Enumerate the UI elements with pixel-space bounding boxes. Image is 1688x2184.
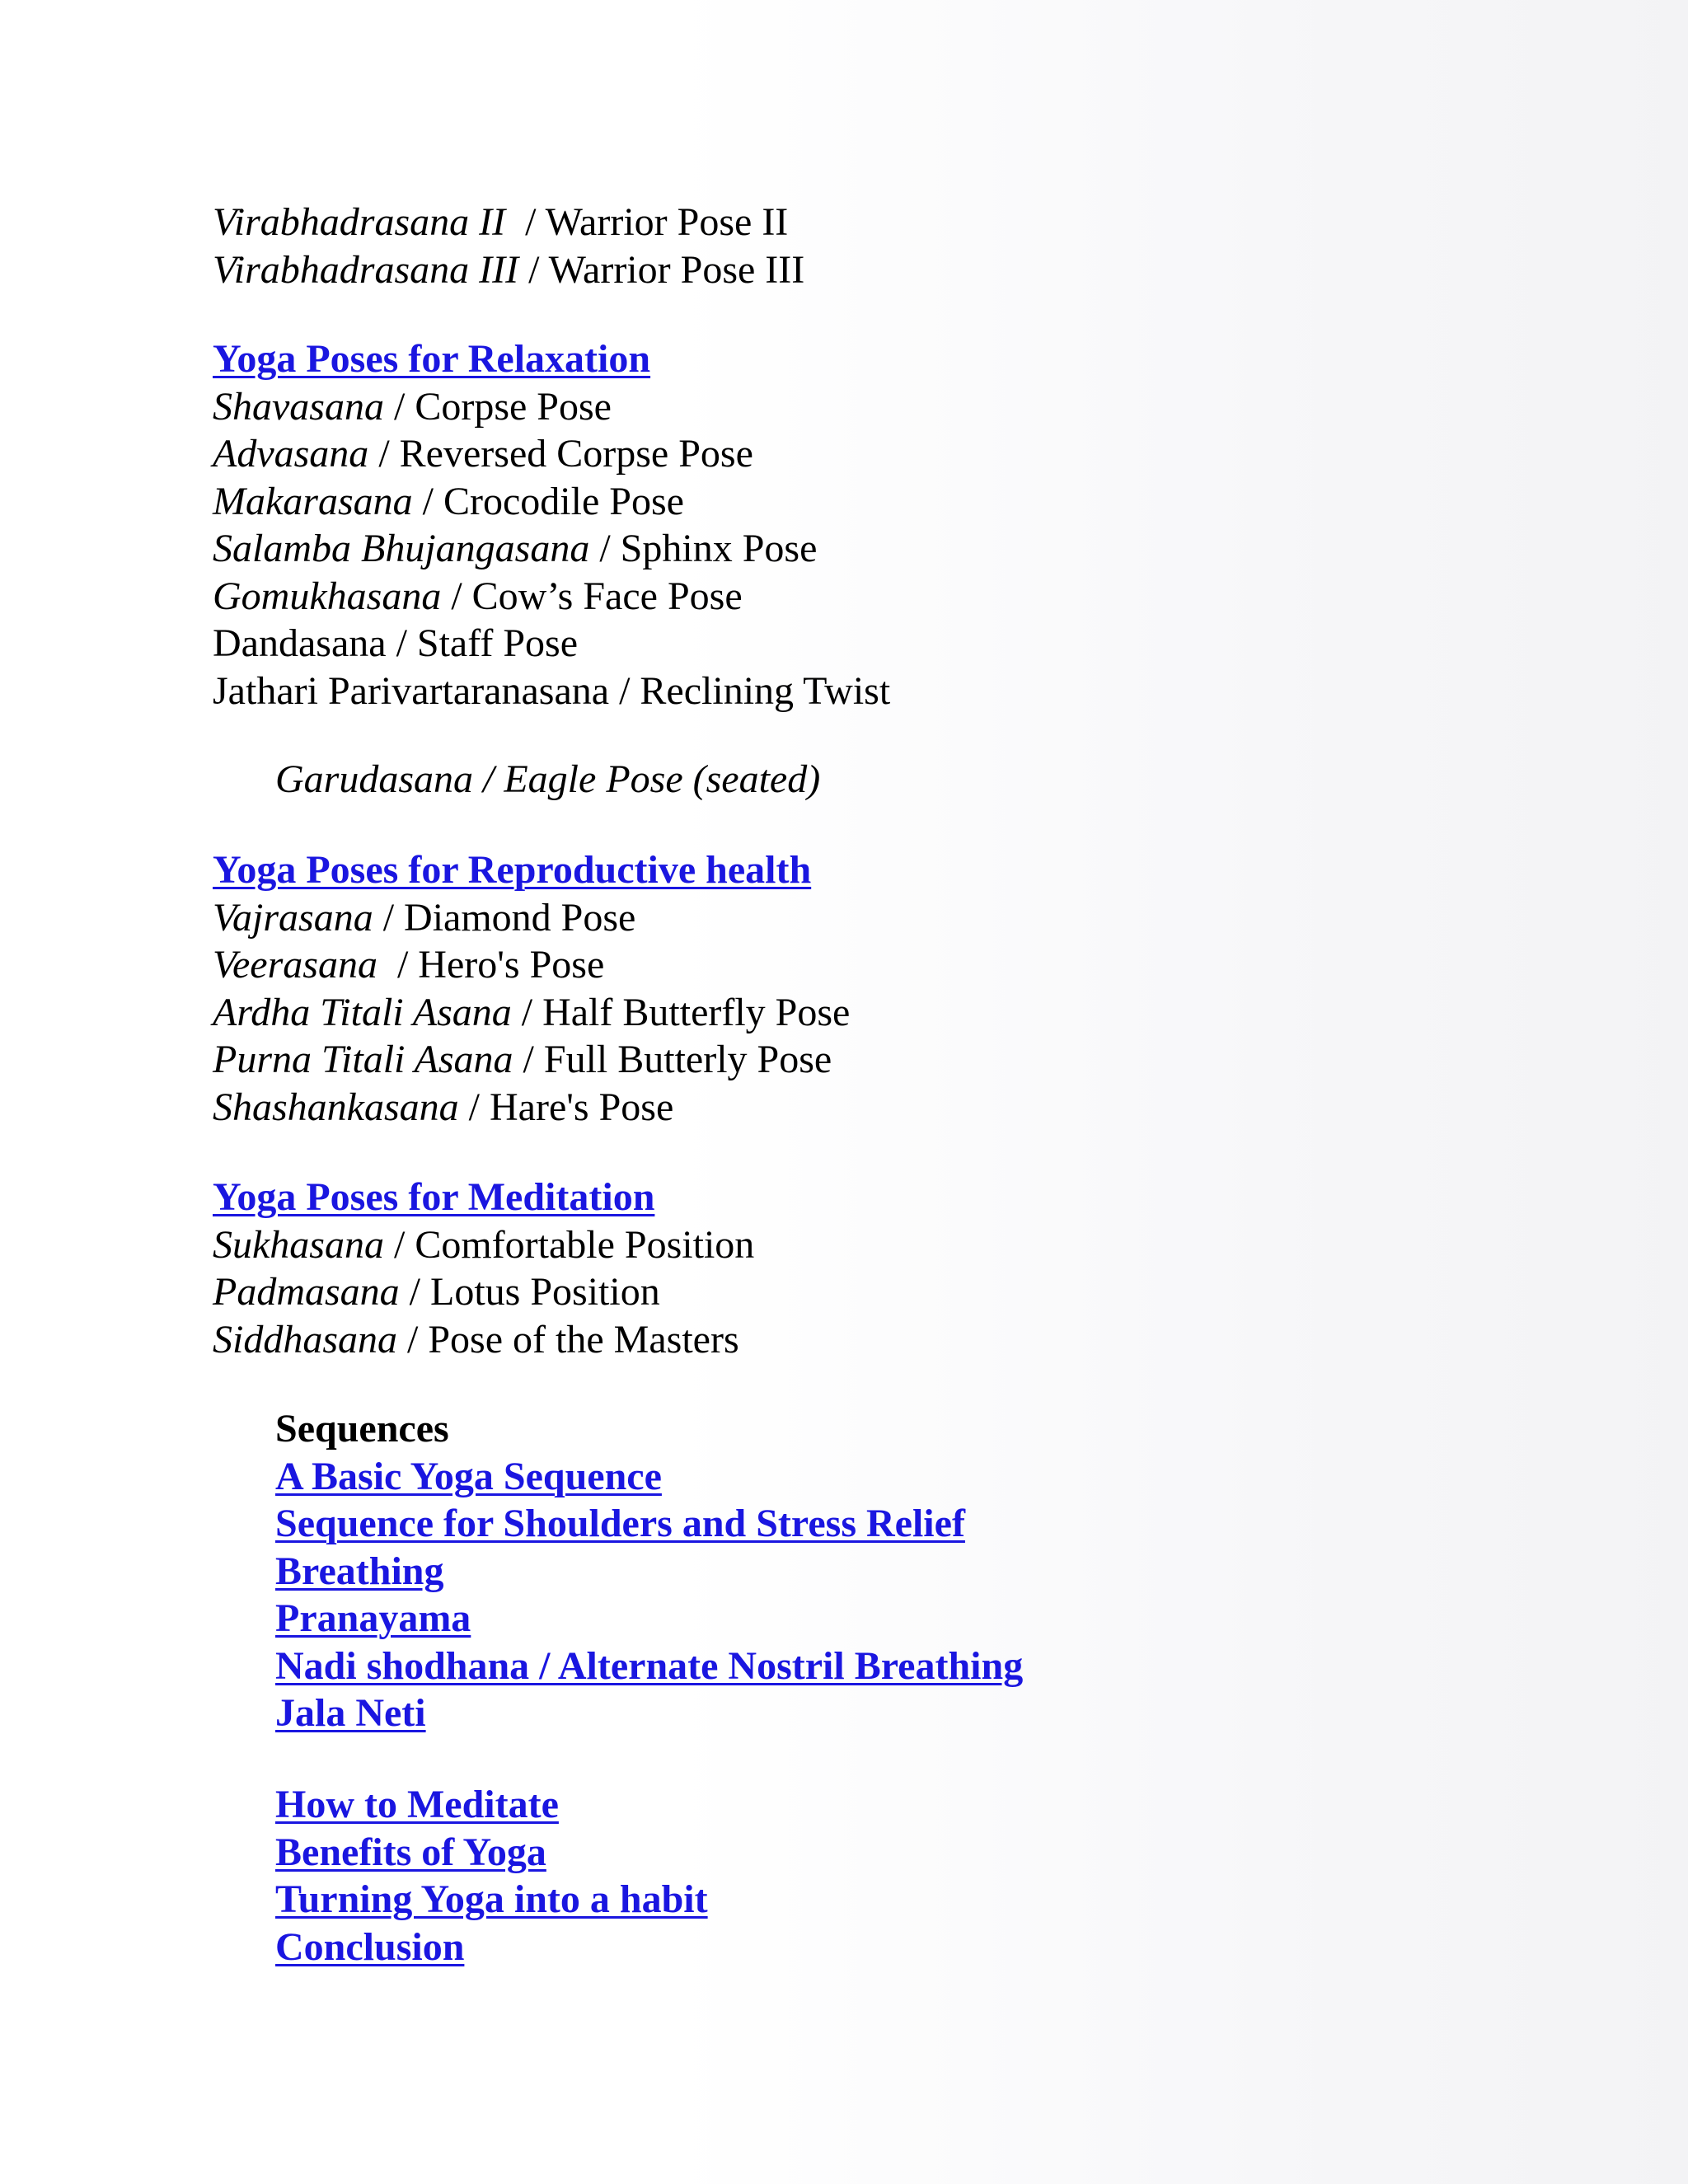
pose-english-name: / Reversed Corpse Pose: [368, 432, 753, 476]
pose-english-name: / Hero's Pose: [387, 943, 605, 987]
pose-line-plain: Jathari Parivartaranasana / Reclining Twist: [213, 668, 891, 713]
pose-sanskrit-name: Virabhadrasana III: [213, 247, 519, 292]
sequence-link[interactable]: Pranayama: [275, 1596, 471, 1640]
warrior-poses-list: [213, 199, 804, 293]
pose-line: [213, 894, 850, 942]
pose-sanskrit-name: Shavasana: [213, 384, 384, 429]
pose-line: [213, 199, 804, 246]
sequence-link[interactable]: Jala Neti: [275, 1691, 426, 1735]
pose-english-name: / Warrior Pose III: [518, 247, 805, 292]
pose-english-name: / Half Butterfly Pose: [511, 990, 851, 1034]
pose-sanskrit-name: Padmasana: [213, 1270, 400, 1314]
pose-line: [213, 383, 890, 431]
pose-english-name: / Cow’s Face Pose: [441, 574, 743, 618]
pose-english-name: / Full Butterly Pose: [513, 1038, 832, 1081]
pose-sanskrit-name: Vajrasana: [213, 895, 373, 940]
final-link[interactable]: Benefits of Yoga: [275, 1830, 546, 1874]
pose-sanskrit-name: Gomukhasana: [213, 574, 442, 618]
pose-english-name: / Warrior Pose II: [515, 200, 789, 244]
sequence-link[interactable]: Breathing: [275, 1549, 444, 1593]
pose-sanskrit-name: Shashankasana: [213, 1085, 459, 1129]
pose-line-plain: Dandasana / Staff Pose: [213, 621, 579, 665]
pose-english-name: / Crocodile Pose: [412, 479, 684, 523]
pose-english-name: / Sphinx Pose: [589, 527, 818, 570]
meditation-heading-link[interactable]: Yoga Poses for Meditation: [213, 1175, 655, 1219]
pose-sanskrit-name: Virabhadrasana II: [213, 200, 516, 244]
pose-sanskrit-name: Sukhasana: [213, 1222, 384, 1267]
pose-line: [213, 941, 850, 989]
pose-english-name: / Comfortable Position: [383, 1222, 755, 1267]
pose-sanskrit-name: Ardha Titali Asana: [213, 990, 512, 1034]
pose-english-name: / Corpse Pose: [383, 384, 612, 429]
sequence-link[interactable]: Sequence for Shoulders and Stress Relief: [275, 1502, 965, 1545]
relaxation-heading-link[interactable]: Yoga Poses for Relaxation: [213, 337, 651, 381]
pose-sanskrit-name: Salamba Bhujangasana: [213, 527, 590, 570]
relaxation-section: [213, 335, 890, 715]
extra-pose-line: Garudasana / Eagle Pose (seated): [275, 757, 821, 801]
pose-line: [213, 478, 890, 526]
final-link[interactable]: How to Meditate: [275, 1783, 559, 1826]
pose-line: [213, 573, 890, 621]
meditation-section: [213, 1174, 754, 1363]
reproductive-section: [213, 846, 850, 1131]
pose-sanskrit-name: Siddhasana: [213, 1317, 398, 1361]
sequence-link[interactable]: A Basic Yoga Sequence: [275, 1454, 662, 1498]
pose-line: [213, 1316, 754, 1364]
pose-english-name: / Diamond Pose: [373, 895, 636, 940]
reproductive-heading-link[interactable]: Yoga Poses for Reproductive health: [213, 848, 812, 892]
pose-line: [213, 430, 890, 478]
sequences-section: [275, 1405, 1023, 1737]
pose-line: [213, 246, 804, 294]
pose-english-name: / Lotus Position: [399, 1270, 660, 1314]
pose-sanskrit-name: Purna Titali Asana: [213, 1038, 513, 1081]
sequence-link[interactable]: Nadi shodhana / Alternate Nostril Breathing: [275, 1643, 1024, 1688]
pose-sanskrit-name: Advasana: [213, 432, 369, 476]
pose-line: [213, 1268, 754, 1316]
sequences-heading: Sequences: [275, 1407, 449, 1451]
pose-line: [213, 525, 890, 573]
pose-sanskrit-name: Veerasana: [213, 943, 387, 987]
final-links-section: [275, 1781, 708, 1971]
pose-line: [213, 989, 850, 1037]
extra-pose-block: [275, 756, 820, 804]
pose-line: [213, 1084, 850, 1132]
final-link[interactable]: Turning Yoga into a habit: [275, 1877, 708, 1921]
pose-english-name: / Hare's Pose: [458, 1085, 674, 1129]
pose-line: [213, 1221, 754, 1269]
pose-english-name: / Pose of the Masters: [397, 1317, 739, 1361]
final-link[interactable]: Conclusion: [275, 1924, 465, 1969]
pose-line: [213, 1036, 850, 1084]
pose-sanskrit-name: Makarasana: [213, 479, 413, 523]
